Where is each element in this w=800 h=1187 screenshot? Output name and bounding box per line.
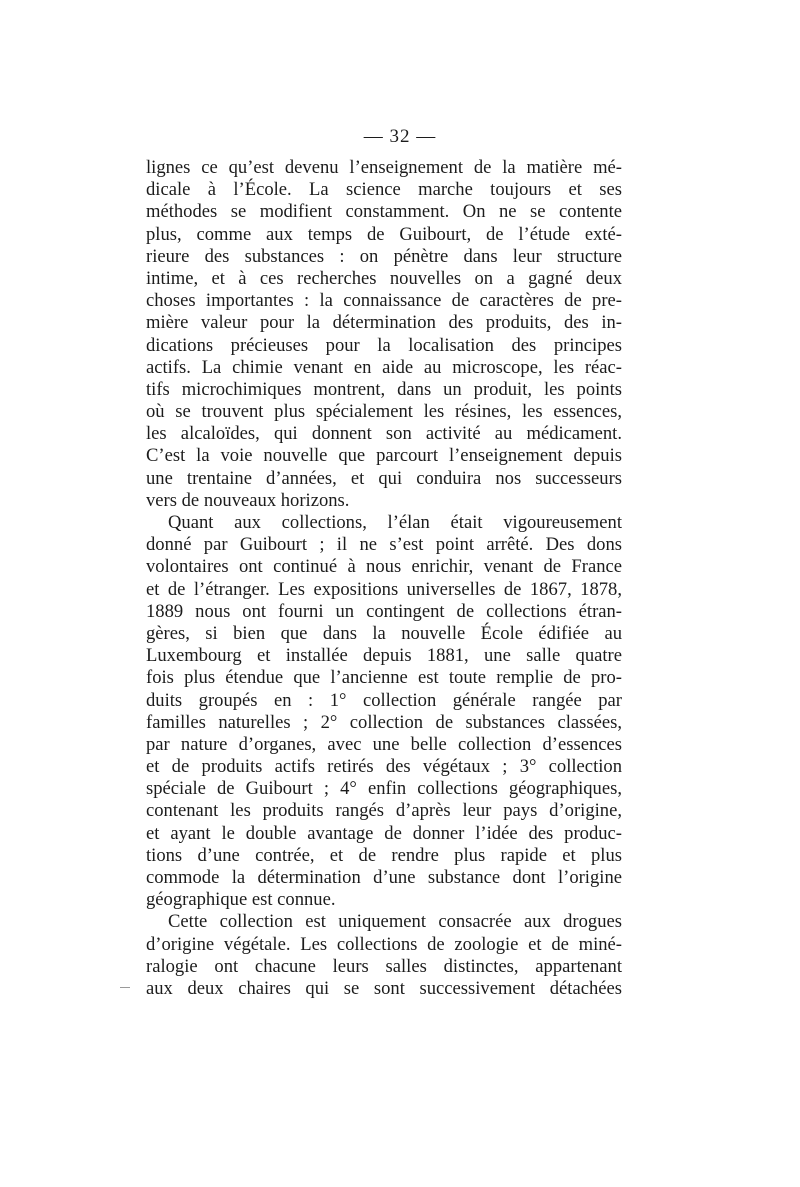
text-line: donné par Guibourt ; il ne s’est point arrêté. Des dons (146, 534, 622, 556)
text-line: les alcaloïdes, qui donnent son activité au médicament. (146, 423, 622, 445)
text-line: C’est la voie nouvelle que parcourt l’enseignement depuis (146, 445, 622, 467)
text-line: et de l’étranger. Les expositions universelles de 1867, 1878, (146, 578, 622, 600)
text-line: d’origine végétale. Les collections de zoologie et de miné- (146, 933, 622, 955)
text-line: où se trouvent plus spécialement les résines, les essences, (146, 401, 622, 423)
text-line: et ayant le double avantage de donner l’idée des produc- (146, 822, 622, 844)
text-line: aux deux chaires qui se sont successivement détachées (146, 977, 622, 999)
text-line: Cette collection est uniquement consacrée aux drogues (168, 911, 622, 933)
text-line: actifs. La chimie venant en aide au microscope, les réac- (146, 356, 622, 378)
text-line: commode la détermination d’une substance dont l’origine (146, 867, 622, 888)
text-line: dications précieuses pour la localisation des principes (146, 334, 622, 356)
text-line: plus, comme aux temps de Guibourt, de l’étude exté- (146, 223, 622, 245)
text-line: méthodes se modifient constamment. On ne se contente (146, 201, 622, 223)
text-line: vers de nouveaux horizons. (146, 489, 350, 511)
text-line: tions d’une contrée, et de rendre plus rapide et plus (146, 844, 622, 866)
text-line: intime, et à ces recherches nouvelles on a gagné deux (146, 267, 622, 289)
page-number: — 32 — (363, 126, 437, 147)
margin-mark (120, 987, 130, 988)
text-line: mière valeur pour la détermination des produits, des in- (146, 312, 622, 334)
text-line: 1889 nous ont fourni un contingent de collections étran- (146, 600, 622, 622)
text-line: ralogie ont chacune leurs salles distinctes, appartenant (146, 955, 622, 977)
text-line: par nature d’organes, avec une belle collection d’essences (146, 733, 622, 755)
text-line: et de produits actifs retirés des végétaux ; 3° collection (146, 756, 622, 778)
text-line: duits groupés en : 1° collection générale rangée par (146, 689, 622, 711)
text-line: spéciale de Guibourt ; 4° enfin collections géographiques, (146, 778, 622, 800)
text-line: géographique est connue. (146, 889, 336, 911)
text-line: une trentaine d’années, et qui conduira nos successeurs (146, 467, 622, 489)
text-line: gères, si bien que dans la nouvelle École édifiée au (146, 622, 622, 644)
text-line: tifs microchimiques montrent, dans un produit, les points (146, 378, 622, 400)
text-line: familles naturelles ; 2° collection de substances classées, (146, 711, 622, 733)
text-line: volontaires ont continué à nous enrichir, venant de France (146, 556, 622, 578)
body-text (146, 157, 622, 1000)
text-line: dicale à l’École. La science marche toujours et ses (146, 179, 622, 201)
text-line: Luxembourg et installée depuis 1881, une salle quatre (146, 645, 622, 667)
text-line: Quant aux collections, l’élan était vigoureusement (168, 512, 622, 533)
text-line: rieure des substances : on pénètre dans leur structure (146, 245, 622, 267)
text-line: contenant les produits rangés d’après leur pays d’origine, (146, 800, 622, 822)
text-line: choses importantes : la connaissance de caractères de pre- (146, 290, 622, 312)
text-line: lignes ce qu’est devenu l’enseignement de la matière mé- (146, 157, 622, 178)
text-line: fois plus étendue que l’ancienne est toute remplie de pro- (146, 667, 622, 689)
